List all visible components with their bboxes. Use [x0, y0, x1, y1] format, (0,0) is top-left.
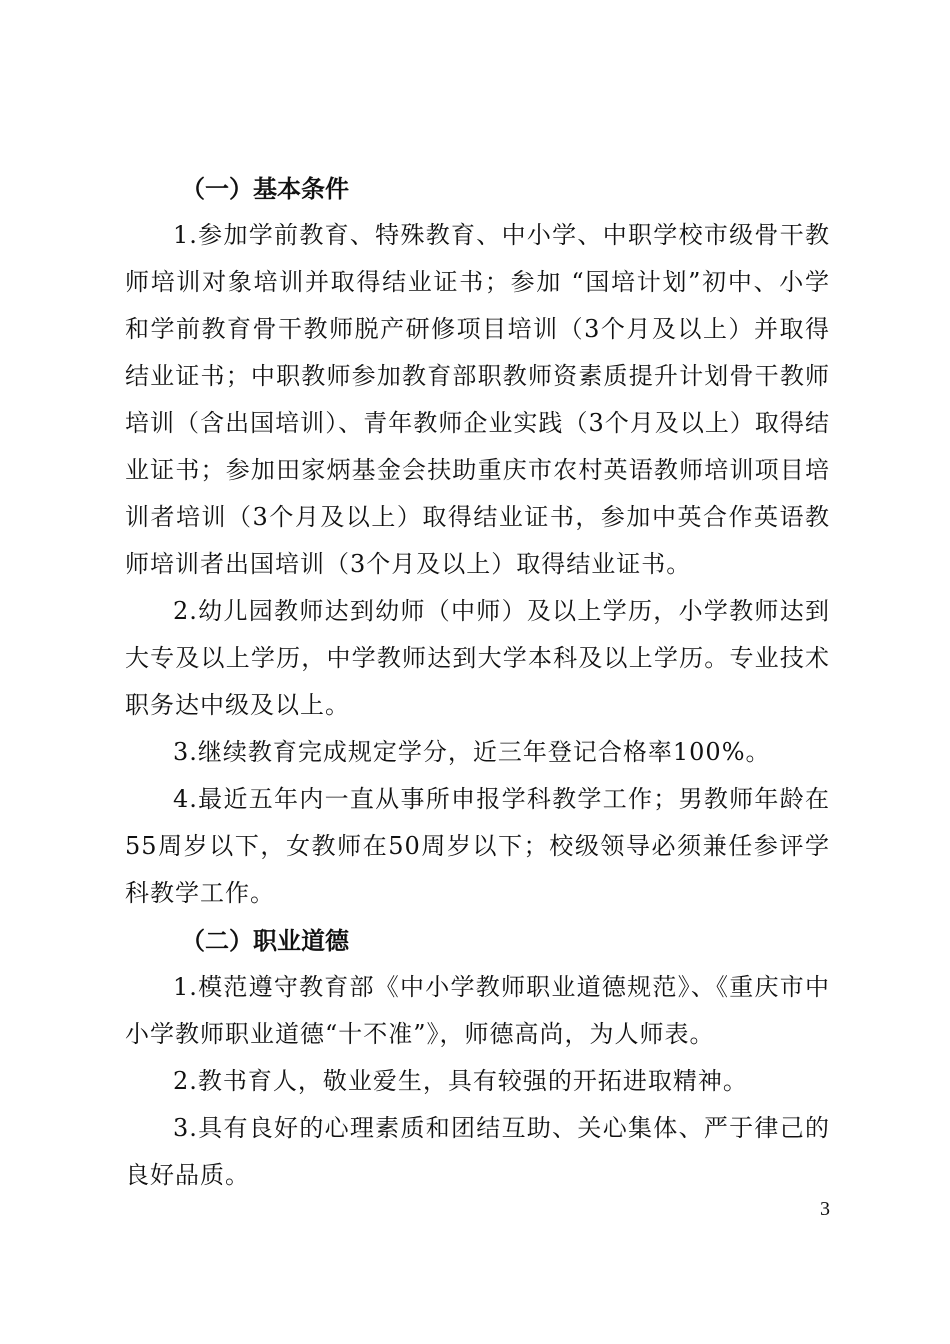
document-body — [125, 165, 830, 1199]
paragraph: 3.继续教育完成规定学分，近三年登记合格率100%。 — [173, 738, 771, 766]
paragraph: 1.参加学前教育、特殊教育、中小学、中职学校市级骨干教师培训对象培训并取得结业证书；参加 “国培计划”初中、小学和学前教育骨干教师脱产研修项目培训（3个月及以上）并取得结业证书；中职教师参加教育部职教师资素质提升计划骨干教师培训（含出国培训）、青年教师企业实践（3个月及以上）取得结业证书；参加田家炳基金会扶助重庆市农村英语教师培训项目培训者培训（3个月及以上）取得结业证书，参加中英合作英语教师培训者出国培训（3个月及以上）取得结业证书。 — [125, 221, 830, 578]
paragraph: 4.最近五年内一直从事所申报学科教学工作；男教师年龄在55周岁以下，女教师在50周岁以下；校级领导必须兼任参评学科教学工作。 — [125, 785, 830, 907]
paragraph: 3.具有良好的心理素质和团结互助、关心集体、严于律己的良好品质。 — [125, 1114, 830, 1189]
section-heading-basic-conditions: （一）基本条件 — [181, 174, 349, 203]
paragraph: 1.模范遵守教育部《中小学教师职业道德规范》、《重庆市中小学教师职业道德“十不准”》，师德高尚，为人师表。 — [125, 973, 830, 1048]
paragraph: 2.教书育人，敬业爱生，具有较强的开拓进取精神。 — [173, 1067, 748, 1095]
paragraph: 2.幼儿园教师达到幼师（中师）及以上学历，小学教师达到大专及以上学历，中学教师达到大学本科及以上学历。专业技术职务达中级及以上。 — [125, 597, 830, 719]
page-number: 3 — [820, 1198, 830, 1220]
section-heading-professional-ethics: （二）职业道德 — [181, 926, 349, 955]
